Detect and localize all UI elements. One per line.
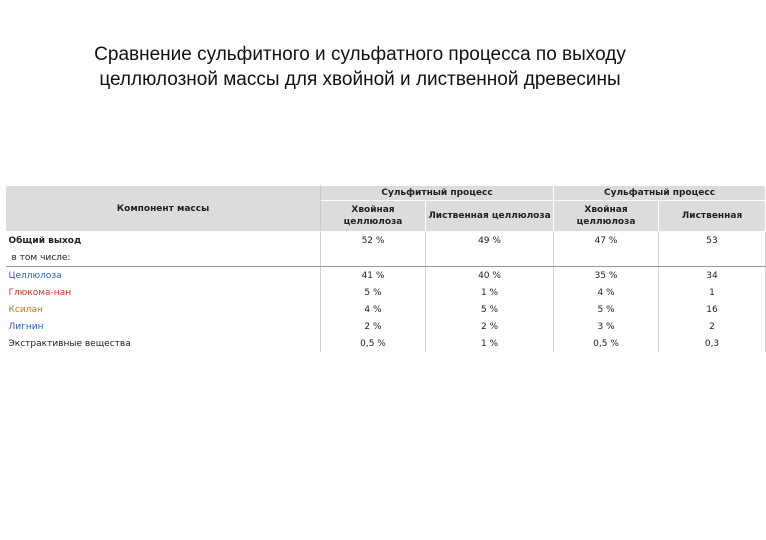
table-cell: 2 % (426, 318, 554, 335)
subheader-sulfite-softwood: Хвойная целлюлоза (321, 201, 426, 232)
cell-total-0: 52 % (321, 232, 426, 250)
table-cell: 4 % (554, 284, 659, 301)
table-cell: 2 % (321, 318, 426, 335)
table-cell: 40 % (426, 267, 554, 285)
table-row (6, 284, 766, 301)
group-header-sulfate: Сульфатный процесс (554, 186, 766, 201)
row-label: Глюкома-нан (6, 284, 321, 301)
table-cell: 1 % (426, 335, 554, 352)
table-cell: 2 (659, 318, 766, 335)
table-cell: 0,5 % (321, 335, 426, 352)
group-header-sulfite: Сульфитный процесс (321, 186, 554, 201)
comparison-table (5, 185, 766, 352)
table-cell: 5 % (426, 301, 554, 318)
table-cell: 16 (659, 301, 766, 318)
comparison-table-container (5, 185, 743, 350)
row-label: Лигнин (6, 318, 321, 335)
row-label-total: Общий выход (6, 232, 321, 250)
table-cell: 5 % (554, 301, 659, 318)
cell-total-2: 47 % (554, 232, 659, 250)
table-cell: 1 (659, 284, 766, 301)
subheader-sulfite-hardwood: Лиственная целлюлоза (426, 201, 554, 232)
table-row (6, 318, 766, 335)
table-row (6, 301, 766, 318)
table-cell: 1 % (426, 284, 554, 301)
row-label-subnote: в том числе: (6, 249, 321, 267)
subheader-sulfate-hardwood: Лиственная (659, 201, 766, 232)
slide-title: Сравнение сульфитного и сульфатного процесса по выходу целлюлозной массы для хвойной и лиственной древесины (94, 44, 626, 90)
row-label: Целлюлоза (6, 267, 321, 285)
row-label: Ксилан (6, 301, 321, 318)
table-row (6, 335, 766, 352)
table-cell: 4 % (321, 301, 426, 318)
row-label: Экстрактивные вещества (6, 335, 321, 352)
table-cell: 41 % (321, 267, 426, 285)
table-cell: 35 % (554, 267, 659, 285)
table-cell: 34 (659, 267, 766, 285)
table-row-subnote (6, 249, 766, 267)
table-cell: 5 % (321, 284, 426, 301)
table-row-total (6, 232, 766, 250)
cell-total-1: 49 % (426, 232, 554, 250)
table-cell: 0,5 % (554, 335, 659, 352)
table-cell: 3 % (554, 318, 659, 335)
subheader-sulfate-softwood: Хвойная целлюлоза (554, 201, 659, 232)
table-row (6, 267, 766, 285)
cell-total-3: 53 (659, 232, 766, 250)
component-column-header: Компонент массы (6, 186, 321, 232)
table-cell: 0,3 (659, 335, 766, 352)
